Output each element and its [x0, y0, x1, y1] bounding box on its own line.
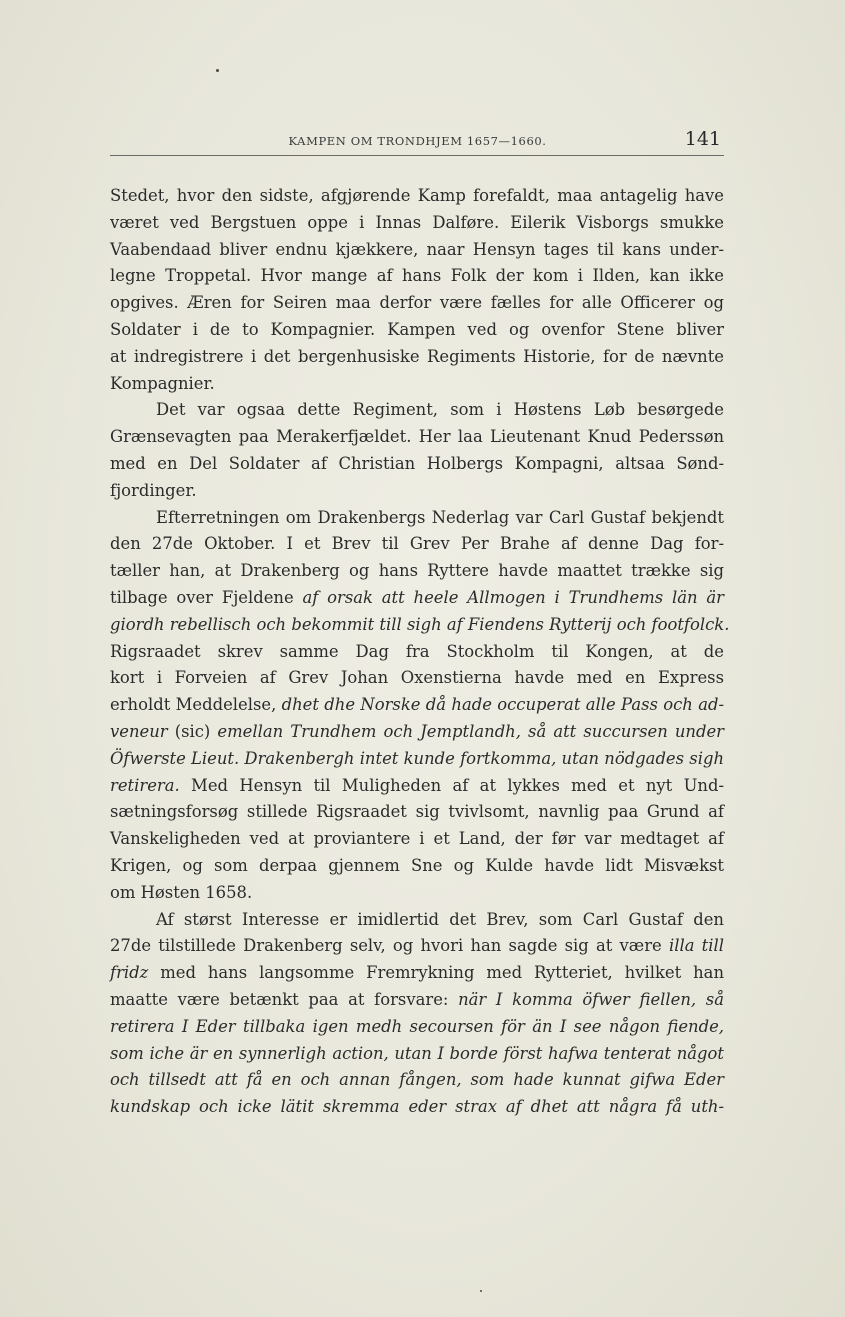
text-line — [110, 558, 724, 585]
text-line — [110, 719, 724, 746]
text-line — [110, 880, 724, 907]
italic-quote: retirera I Eder tillbaka igen medh secoursen för än I see någon fiende, — [110, 1016, 724, 1036]
text-line — [110, 773, 724, 800]
text-line — [110, 987, 724, 1014]
running-head-title: KAMPEN OM TRONDHJEM 1657—1660. — [288, 134, 547, 148]
text-segment: Efterretningen om Drakenbergs Nederlag var Carl Gustaf bekjendt — [156, 507, 724, 527]
text-segment: fjordinger. — [110, 480, 197, 500]
text-segment: erholdt Meddelelse, — [110, 695, 282, 715]
text-line — [110, 826, 724, 853]
text-segment: at indregistrere i det bergenhusiske Regiments Historie, for de nævnte — [110, 346, 724, 366]
text-line — [110, 1041, 724, 1068]
text-segment: Krigen, og som derpaa gjennem Sne og Kulde havde lidt Misvækst — [110, 855, 724, 875]
text-segment: Soldater i de to Kompagnier. Kampen ved og ovenfor Stene bliver — [110, 319, 724, 339]
text-segment: Af størst Interesse er imidlertid det Brev, som Carl Gustaf den — [156, 909, 724, 929]
italic-quote: när I komma öfwer fiellen, så — [458, 989, 724, 1009]
text-line — [110, 183, 724, 210]
text-segment: Kompagnier. — [110, 373, 215, 393]
text-segment: været ved Bergstuen oppe i Innas Dalføre. Eilerik Visborgs smukke — [110, 212, 724, 232]
text-line — [110, 371, 724, 398]
italic-quote: af orsak att heele Allmogen i Trundhems län är — [302, 587, 724, 607]
text-segment: opgives. Æren for Seiren maa derfor være fælles for alle Officerer og — [110, 293, 724, 313]
text-segment: Vaabendaad bliver endnu kjækkere, naar Hensyn tages til kans under- — [110, 239, 724, 259]
text-line — [110, 585, 724, 612]
text-line — [110, 397, 724, 424]
ink-speck — [216, 69, 219, 72]
text-segment: Med Hensyn til Muligheden af at lykkes med et nyt Und- — [179, 775, 724, 795]
text-line — [110, 263, 724, 290]
italic-quote: fridz — [110, 963, 149, 983]
text-line — [110, 907, 724, 934]
text-line — [110, 612, 730, 639]
text-segment: sætningsforsøg stillede Rigsraadet sig tvivlsomt, navnlig paa Grund af — [110, 802, 724, 822]
italic-quote: som iche är en synnerligh action, utan I borde först hafwa tenterat något — [110, 1043, 724, 1063]
text-line — [110, 451, 724, 478]
text-segment: 27de tilstillede Drakenberg selv, og hvori han sagde sig at være — [110, 936, 669, 956]
text-segment: legne Troppetal. Hvor mange af hans Folk der kom i Ilden, kan ikke — [110, 266, 724, 286]
italic-quote: illa till — [668, 936, 724, 956]
page-number: 141 — [684, 128, 721, 150]
text-segment: kort i Forveien af Grev Johan Oxenstierna havde med en Express — [110, 668, 724, 688]
text-segment: tilbage over Fjeldene — [110, 587, 303, 607]
text-line — [110, 505, 724, 532]
text-segment: med hans langsomme Fremrykning med Rytteriet, hvilket han — [148, 963, 724, 983]
text-line — [110, 746, 724, 773]
text-segment: om Høsten 1658. — [110, 882, 253, 902]
text-segment: Vanskeligheden ved at proviantere i et Land, der før var medtaget af — [110, 829, 724, 849]
text-line — [110, 692, 724, 719]
text-line — [110, 237, 724, 264]
text-line — [110, 531, 724, 558]
text-segment: tæller han, at Drakenberg og hans Ryttere havde maattet trække sig — [110, 561, 724, 581]
running-head — [110, 126, 725, 154]
text-segment: Rigsraadet skrev samme Dag fra Stockholm til Kongen, at de — [110, 641, 724, 661]
text-line — [110, 478, 724, 505]
body-text — [110, 183, 730, 1121]
italic-quote: giordh rebellisch och bekommit till sigh af Fiendens Rytterij och footfolck. — [110, 614, 730, 634]
italic-quote: dhet dhe Norske då hade occuperat alle Pass och ad- — [281, 695, 724, 715]
ink-speck — [480, 1290, 482, 1292]
text-line — [110, 960, 724, 987]
text-line — [110, 933, 724, 960]
text-segment: Stedet, hvor den sidste, afgjørende Kamp forefaldt, maa antagelig have — [110, 186, 724, 205]
header-rule — [110, 155, 724, 156]
text-segment: maatte være betænkt paa at forsvare: — [110, 989, 459, 1009]
italic-quote: veneur — [110, 721, 168, 741]
text-segment: med en Del Soldater af Christian Holbergs Kompagni, altsaa Sønd- — [110, 453, 724, 473]
text-line — [110, 1067, 724, 1094]
italic-quote: och tillsedt att få en och annan fången, som hade kunnat gifwa Eder — [110, 1070, 724, 1090]
text-line — [110, 424, 724, 451]
text-line — [110, 317, 724, 344]
text-segment: Det var ogsaa dette Regiment, som i Høstens Løb besørgede — [156, 400, 724, 420]
italic-quote: retirera. — [110, 775, 180, 795]
text-line — [110, 639, 724, 666]
italic-quote: kundskap och icke lätit skremma eder strax af dhet att några få uth- — [110, 1097, 724, 1117]
italic-quote: emellan Trundhem och Jemptlandh, så att succursen under — [217, 721, 724, 741]
text-line — [110, 853, 724, 880]
italic-quote: Öfwerste Lieut. Drakenbergh intet kunde fortkomma, utan nödgades sigh — [110, 748, 724, 768]
text-segment: den 27de Oktober. I et Brev til Grev Per Brahe af denne Dag for- — [110, 534, 724, 554]
text-line — [110, 665, 724, 692]
text-line — [110, 210, 724, 237]
text-segment: Grænsevagten paa Merakerfjældet. Her laa Lieutenant Knud Pederssøn — [110, 427, 724, 447]
text-line — [110, 1014, 724, 1041]
text-line — [110, 290, 724, 317]
text-segment: (sic) — [167, 721, 218, 741]
text-line — [110, 799, 724, 826]
text-line — [110, 1094, 724, 1121]
text-line — [110, 344, 724, 371]
